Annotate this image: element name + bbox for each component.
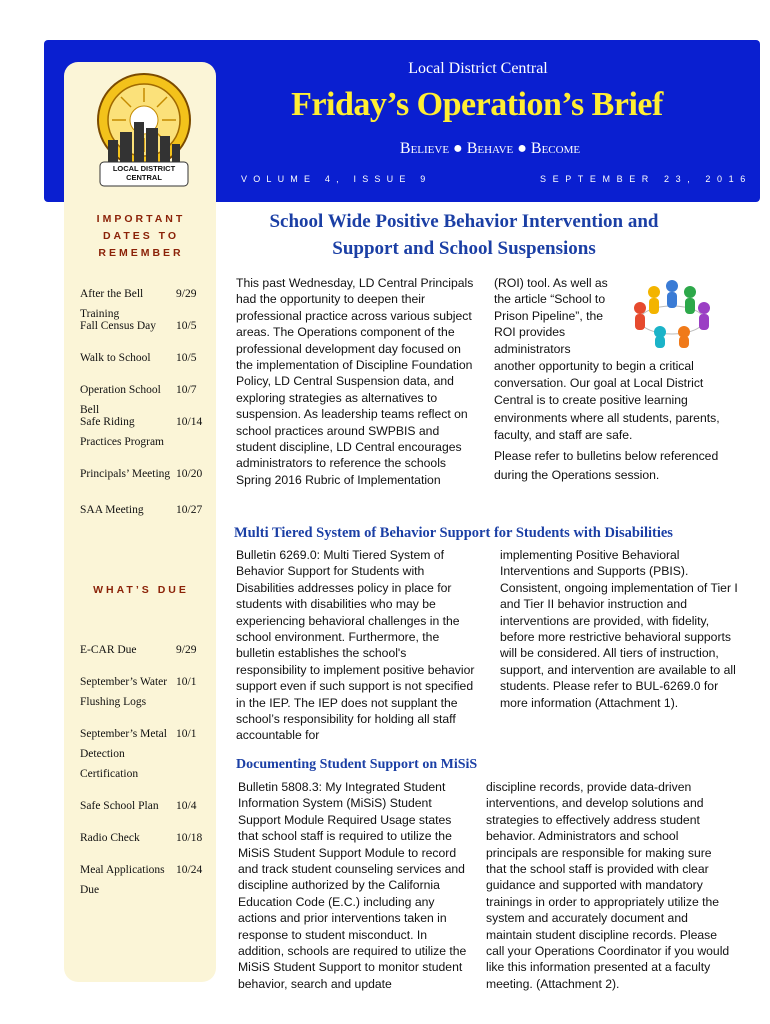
dates-heading: IMPORTANT DATES TO REMEMBER bbox=[96, 213, 186, 259]
list-item: Operation School Bell 10/7 bbox=[80, 384, 197, 416]
due-heading: WHAT’S DUE bbox=[93, 584, 189, 596]
section-heading: Multi Tiered System of Behavior Support for Students with Disabilities bbox=[234, 525, 673, 541]
article-body: Please refer to bulletins below referenced during the Operations session. bbox=[494, 449, 719, 482]
list-item: E-CAR Due 9/29 bbox=[80, 644, 197, 656]
motto: Believe ● Behave ● Become bbox=[399, 140, 581, 157]
list-item: Walk to School 10/5 bbox=[80, 352, 197, 364]
section-heading: Documenting Student Support on MiSiS bbox=[236, 757, 478, 772]
article-body: Bulletin 5808.3: My Integrated Student Information System (MiSiS) Student Support Module Required Usage states that school staff is required to utilize the MiSiS Student Support Module to record and track student counseling services and discipline authorized by the California Education Code (E.C.) including any actions and prior interventions taken in response to student misconduct. In addition, schools are required to utilize the MiSiS Student Support to monitor student behavior, search and update bbox=[238, 780, 467, 991]
volume-issue: VOLUME 4, ISSUE 9 bbox=[241, 174, 432, 184]
district-name: Local District Central bbox=[408, 60, 548, 77]
list-item: Meal Applications Due 10/24 bbox=[80, 864, 203, 896]
due-list bbox=[80, 640, 216, 896]
article-body: This past Wednesday, LD Central Principals had the opportunity to deepen their professional practice across various subject areas. The Operations component of the professional development day focused on the implementation of Discipline Foundation Policy, LD Central Suspension data, and exploring strategies as alternatives to suspension. As leadership teams reflect on school practices around SWPBIS and student discipline, LD Central encourages administrators to reference the schools Spring 2016 Rubric of Implementation bbox=[236, 276, 474, 487]
article-body: implementing Positive Behavioral Interventions and Supports (PBIS). Consistent, ongoing implementation of Tier I and Tier II behavior instruction and interventions are provided, with fidelity, before more restrictive behavioral supports will be considered. All tiers of instruction, support, and intervention are available to all students. Please refer to BUL-6269.0 for more information (Attachment 1). bbox=[500, 548, 738, 710]
issue-date: SEPTEMBER 23, 2016 bbox=[540, 174, 752, 184]
list-item: Safe Riding Practices Program 10/14 bbox=[80, 416, 203, 448]
dates-list bbox=[80, 284, 216, 532]
list-item: After the Bell Training 9/29 bbox=[80, 288, 197, 320]
list-item: Principals’ Meeting 10/20 bbox=[80, 468, 203, 480]
logo-text: LOCAL DISTRICT CENTRAL bbox=[112, 164, 176, 182]
article-body: another opportunity to begin a critical conversation. Our goal at Local District Central is to create positive learning environments where all students, parents, faculty, and staff are safe. bbox=[494, 359, 720, 442]
newsletter-title: Friday’s Operation’s Brief bbox=[291, 86, 663, 123]
list-item: Fall Census Day 10/5 bbox=[80, 320, 197, 332]
article-heading: School Wide Positive Behavior Intervention and Support and School Suspensions bbox=[269, 211, 659, 259]
article-body: (ROI) tool. As well as the article “School to Prison Pipeline”, the ROI provides administrators bbox=[494, 276, 608, 356]
people-circle-icon bbox=[624, 268, 720, 350]
article-body: discipline records, provide data-driven interventions, and develop solutions and strategies to effectively address student behavior. Administrators and school principals are responsible for making sure that the school staff is provided with clear guidance and supported with mandatory trainings in order to appropriately utilize the system and accurately document and maintain student discipline records. Please call your Operations Coordinator if you would like this information presented at a faculty meeting. (Attachment 2). bbox=[486, 780, 730, 991]
list-item: September’s Water Flushing Logs 10/1 bbox=[80, 676, 197, 708]
list-item: Safe School Plan 10/4 bbox=[80, 800, 197, 812]
list-item: September’s Metal Detection Certification 10/1 bbox=[80, 728, 197, 780]
list-item: Radio Check 10/18 bbox=[80, 832, 203, 844]
article-body: Bulletin 6269.0: Multi Tiered System of Behavior Support for Students with Disabilities addresses policy in place for students with disabilities who may be experiencing behavioral challenges in the school environment. Furthermore, the bulletin establishes the school's responsibility to implement positive behavior support even if such support is not specified in the IEP. The IEP does not supplant the school’s responsibility for holding all staff accountable for bbox=[236, 548, 475, 743]
list-item: SAA Meeting 10/27 bbox=[80, 504, 203, 516]
